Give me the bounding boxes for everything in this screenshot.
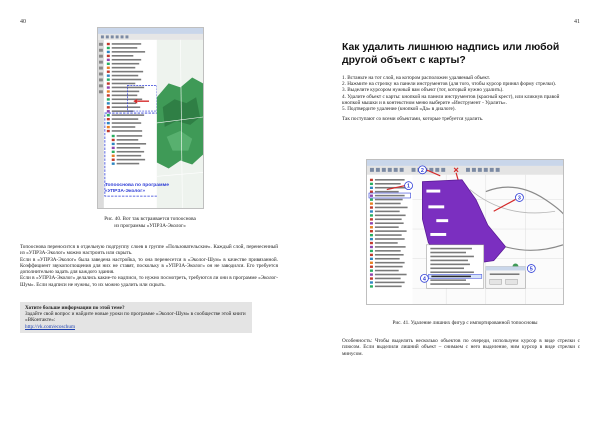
figure-41-caption: Рис. 41. Удаление лишних фигур с импортированной топоосновы [392,320,538,326]
left-paragraph-1: Топооснова переносится в отдельную подгруппу слоев в группе «Пользовательские». Каждый слой, перенесенный из «УПРЗА-Эколог» можно настроить или скрыть. [20,244,278,257]
figure-41-screenshot [366,159,564,305]
svg-text:5: 5 [529,266,533,273]
info-box-title: Хотите больше информации по этой теме? [25,305,125,311]
step-5: 5. Подтвердите удаление (кнопкой «Да» в диалоге). [342,106,456,113]
figure-40-image [98,28,203,208]
info-box-text: Задайте свой вопрос и найдите новые уроки по программе «Эколог-Шум» в сообществе этой книги «ВКонтакте»: [25,311,246,324]
step-badge-3 [515,194,523,202]
vk-community-link[interactable]: http://vk.com/ecoschum [25,323,75,330]
figure-41-image [367,160,563,304]
section-heading: Как удалить лишнюю надпись или любой другой объект с карты? [342,42,560,66]
step-badge-5 [527,265,535,273]
page-number-left: 40 [20,19,26,25]
svg-text:4: 4 [422,276,426,283]
left-paragraph-3: Если в «УПРЗА-Эколог» делались какие-то надписи, то нужно посмотреть, требуются ли они в программе «Эколог-Шум». Если надписи не нужны, то их можно удалить или скрыть. [20,275,278,288]
figure-40-screenshot [97,27,204,209]
intro-line: Так поступают со всеми объектами, которые требуется удалить. [342,116,484,123]
figure-40-caption-line2: из программы «УПРЗА-Эколог» [114,223,186,229]
step-badge-4 [420,274,428,282]
svg-text:3: 3 [517,195,521,202]
step-badge-2 [418,166,426,174]
step-3: 3. Выделите курсором нужный вам объект (тот, который нужно удалить). [342,87,504,94]
svg-text:1: 1 [407,183,411,190]
figure-40-callout-line2: «УПРЗА-Эколог» [104,189,146,195]
step-badge-1 [405,182,413,190]
figure-40-callout-line1: Топооснова по программе [104,183,169,189]
instruction-steps [342,75,578,122]
step-4: 4. Удалите объект с карты: кнопкой на панели инструментов (красный крест), или кликнув правой кнопкой мышки и в контекстном меню выберите «Инструмент - Удалить». [342,93,560,106]
figure-40-caption [80,216,220,230]
page-number-right: 41 [574,19,580,25]
step-1: 1. Встаньте на тот слой, на котором расположен удаляемый объект. [342,75,491,81]
info-box [20,302,252,333]
figure-40-caption-line1: Рис. 40. Вот так встраивается топооснова [104,216,196,222]
left-paragraph-2: Если в «УПРЗА-Эколог» была заведена настройка, то она перенесется в «Эколог-Шум» в качестве привязанной. Коэффициент звукопоглощения для них не ставят, поскольку в «УПРЗА-Эколог» он не заводился. Его требуется дополнительно задать для каждого здания. [20,256,278,276]
left-body-text [20,244,278,288]
closing-paragraph: Особенность: Чтобы выделить несколько объектов по очереди, используем курсор в виде стрелки с плюсом. Если выделили лишний объект – снимаем с него выделение, ним курсор в виде стрелки с минусом. [342,338,580,357]
step-2: 2. Нажмите на стрелку на панели инструментов (для того, чтобы курсор принял форму стрелки). [342,81,557,88]
svg-text:2: 2 [420,167,424,174]
